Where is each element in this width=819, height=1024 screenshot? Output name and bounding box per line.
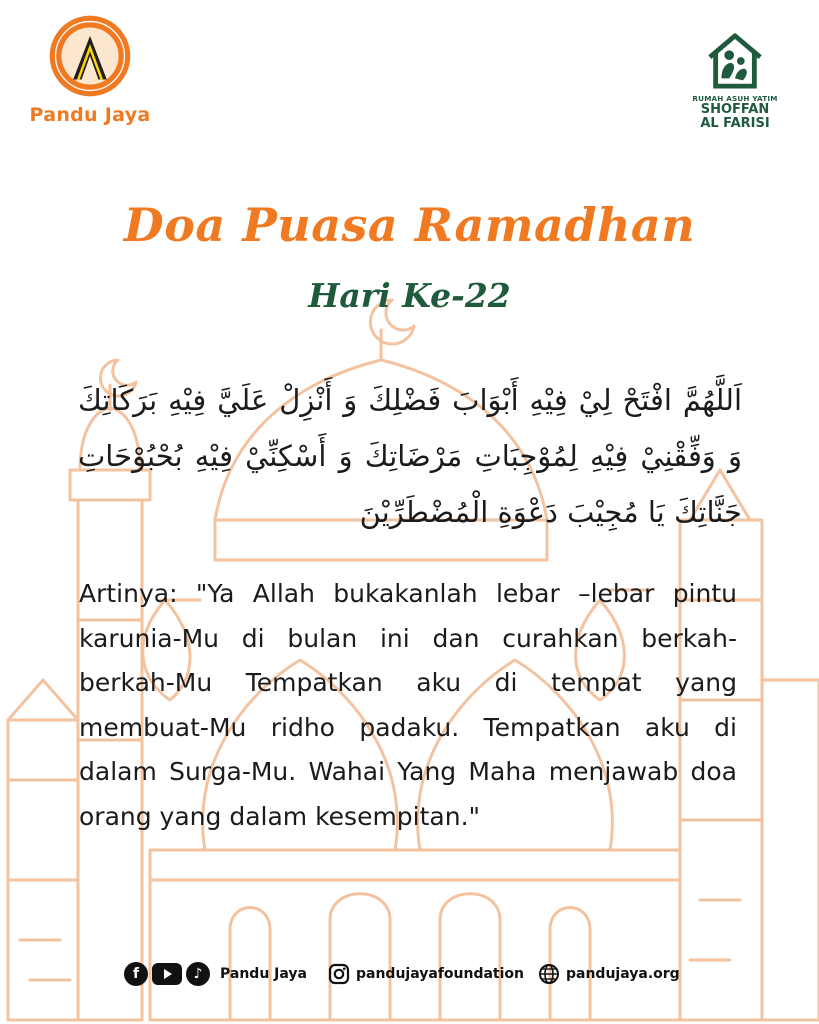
youtube-icon[interactable] [152,963,182,985]
instagram-label[interactable]: pandujayafoundation [356,966,524,982]
page-title: Doa Puasa Ramadhan [123,198,696,252]
instagram-icon[interactable] [328,963,350,985]
website-label[interactable]: pandujaya.org [566,966,680,982]
pandu-jaya-logo [26,14,154,126]
brand-right-line2: AL FARISI [700,116,770,131]
social-group [124,961,307,987]
globe-icon[interactable] [538,963,560,985]
pandu-jaya-emblem-icon [48,14,132,98]
footer [0,958,819,990]
brand-left-name: Pandu Jaya [29,104,151,126]
page-subtitle: Hari Ke-22 [308,276,511,315]
house-family-icon [704,30,766,90]
tiktok-icon[interactable]: ♪ [186,962,210,986]
brand-right-line1: SHOFFAN [700,102,770,117]
instagram-group [328,961,524,987]
social-label: Pandu Jaya [220,966,307,982]
facebook-icon[interactable]: f [124,962,148,986]
arabic-prayer-text: اَللَّهُمَّ افْتَحْ لِيْ فِيْهِ أَبْوَابَ فَضْلِكَ وَ أَنْزِلْ عَلَيَّ فِيْهِ بَرَكَاتِكَ وَ وَفِّقْنِيْ فِيْهِ لِمُوْجِبَاتِ مَرْضَاتِكَ وَ أَسْكِنِّيْ فِيْهِ بُحْبُوْحَاتِ جَنَّاتِكَ يَا مُجِيْبَ دَعْوَةِ الْمُضْطَرِّيْنَ [78,383,742,529]
translation-text: Artinya: "Ya Allah bukakanlah lebar –lebar pintu karunia-Mu di bulan ini dan curahkan berkah-berkah-Mu Tempatkan aku di tempat yang membuat-Mu ridho padaku. Tempatkan aku di dalam Surga-Mu. Wahai Yang Maha menjawab doa orang yang dalam kesempitan." [79,579,737,831]
shoffan-al-farisi-logo [675,30,795,131]
brand-right-caption: RUMAH ASUH YATIM [692,94,778,103]
website-group [538,961,680,987]
